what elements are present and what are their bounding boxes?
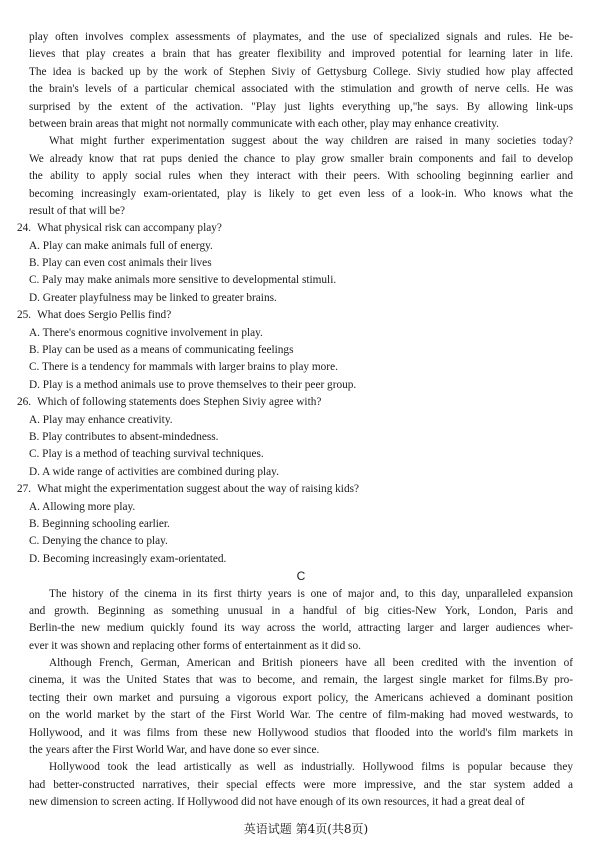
question-text: What does Sergio Pellis find? (37, 309, 172, 322)
paragraph-line: play often involves complex assessments of playmates, and the use of specialized signals and rules. He be- (29, 31, 573, 43)
question-number: 24. (17, 222, 32, 235)
paragraph-line: The idea is backed up by the work of Stephen Siviy of Gettysburg College. Siviy studied how play affected (29, 65, 573, 78)
paragraph-line: on the world market by the start of the First World War. The centre of film-making had moved westwards, to (29, 709, 573, 722)
page-footer: 英语试题 第4页(共8页) (243, 822, 369, 836)
paragraph-line: lieves that play creates a brain that has greater flexibility and improved potential for learning later in life. (29, 48, 573, 61)
answer-option: D. Becoming increasingly exam-orientated. (29, 552, 227, 565)
answer-option: C. Paly may make animals more sensitive to developmental stimuli. (29, 274, 337, 287)
question-number: 25. (17, 309, 32, 322)
paragraph-line: Hollywood took the lead artistically as well as industrially. Hollywood films is popular because they (49, 761, 573, 774)
question-text: What might the experimentation suggest about the way of raising kids? (37, 483, 360, 496)
paragraph-line: We already know that rat pups denied the chance to play grow smaller brain components and fail to develop (29, 152, 573, 165)
question-stem (17, 394, 573, 411)
exam-page (17, 29, 573, 812)
paragraph-line: the ability to apply social rules when they interact with their peers. With schooling beginning earlier and (29, 170, 573, 183)
answer-option: B. Beginning schooling earlier. (29, 517, 170, 530)
paragraph-line: the years after the First World War, and have done so ever since. (29, 744, 320, 757)
answer-option: A. Play may enhance creativity. (29, 413, 173, 426)
paragraph-line: cinema, it was the United States that was to become, and remain, the largest single market for films.By pro- (29, 674, 573, 687)
paragraph-line: Although French, German, American and British pioneers have all been credited with the invention of (49, 657, 573, 670)
paragraph-line: had better-constructed narratives, their special effects were more impressive, and the star system added a (29, 778, 573, 791)
answer-option: C. There is a tendency for mammals with larger brains to play more. (29, 361, 338, 374)
question-stem (17, 481, 573, 498)
paragraph-line: between brain areas that might not normally communicate with each other, play may enhance creativity. (29, 117, 499, 130)
paragraph-line: and growth. Beginning as something unusual in a handful of big cities-New York, London, Paris and (29, 604, 573, 617)
paragraph-line: Hollywood, and it was films from these new Hollywood studios that flooded into the world's film markets in (29, 726, 573, 739)
question-number: 26. (17, 396, 32, 409)
answer-option: D. A wide range of activities are combined during play. (29, 465, 279, 478)
paragraph-line: new dimension to screen acting. If Hollywood did not have enough of its own resources, it had a great deal of (29, 796, 525, 809)
answer-option: C. Denying the chance to play. (29, 535, 168, 548)
answer-option: B. Play can even cost animals their lives (29, 257, 212, 270)
answer-option: B. Play can be used as a means of communicating feelings (29, 344, 294, 357)
paragraph-line: surprised by the extent of the activation. "Play just lights everything up,"he says. By allowing link-ups (29, 100, 573, 113)
question-number: 27. (17, 483, 32, 496)
paragraph-line: tecting their own market and pursuing a vigorous export policy, the Americans achieved a dominant position (29, 691, 573, 704)
paragraph-line: Berlin-the new medium quickly found its way across the world, attracting larger and larger audiences wher- (29, 622, 573, 635)
paragraph-line: becoming increasingly exam-orientated, play is likely to get even less of a look-in. Who knows what the (29, 187, 573, 200)
paragraph-line: the brain's levels of a particular chemical associated with the stimulation and growth of nerve cells. He was (29, 83, 573, 96)
question-text: What physical risk can accompany play? (37, 222, 222, 235)
answer-option: A. There's enormous cognitive involvement in play. (29, 326, 263, 339)
paragraph-line: ever it was shown and replacing other forms of entertainment as it did so. (29, 639, 361, 652)
answer-option: A. Play can make animals full of energy. (29, 239, 213, 252)
question-stem (17, 220, 573, 237)
answer-option: D. Greater playfulness may be linked to greater brains. (29, 291, 277, 304)
question-text: Which of following statements does Stephen Siviy agree with? (37, 396, 322, 409)
section-heading: C (296, 569, 306, 584)
answer-option: B. Play contributes to absent-mindedness. (29, 430, 219, 443)
paragraph-line: result of that will be? (29, 204, 125, 217)
answer-option: A. Allowing more play. (29, 500, 136, 513)
paragraph-line: What might further experimentation suggest about the way children are raised in many societies today? (49, 135, 573, 148)
paragraph-line: The history of the cinema in its first thirty years is one of major and, to this day, unparalleled expansion (49, 587, 573, 600)
answer-option: C. Play is a method of teaching survival techniques. (29, 448, 264, 461)
answer-option: D. Play is a method animals use to prove themselves to their peer group. (29, 378, 357, 391)
question-stem (17, 307, 573, 324)
